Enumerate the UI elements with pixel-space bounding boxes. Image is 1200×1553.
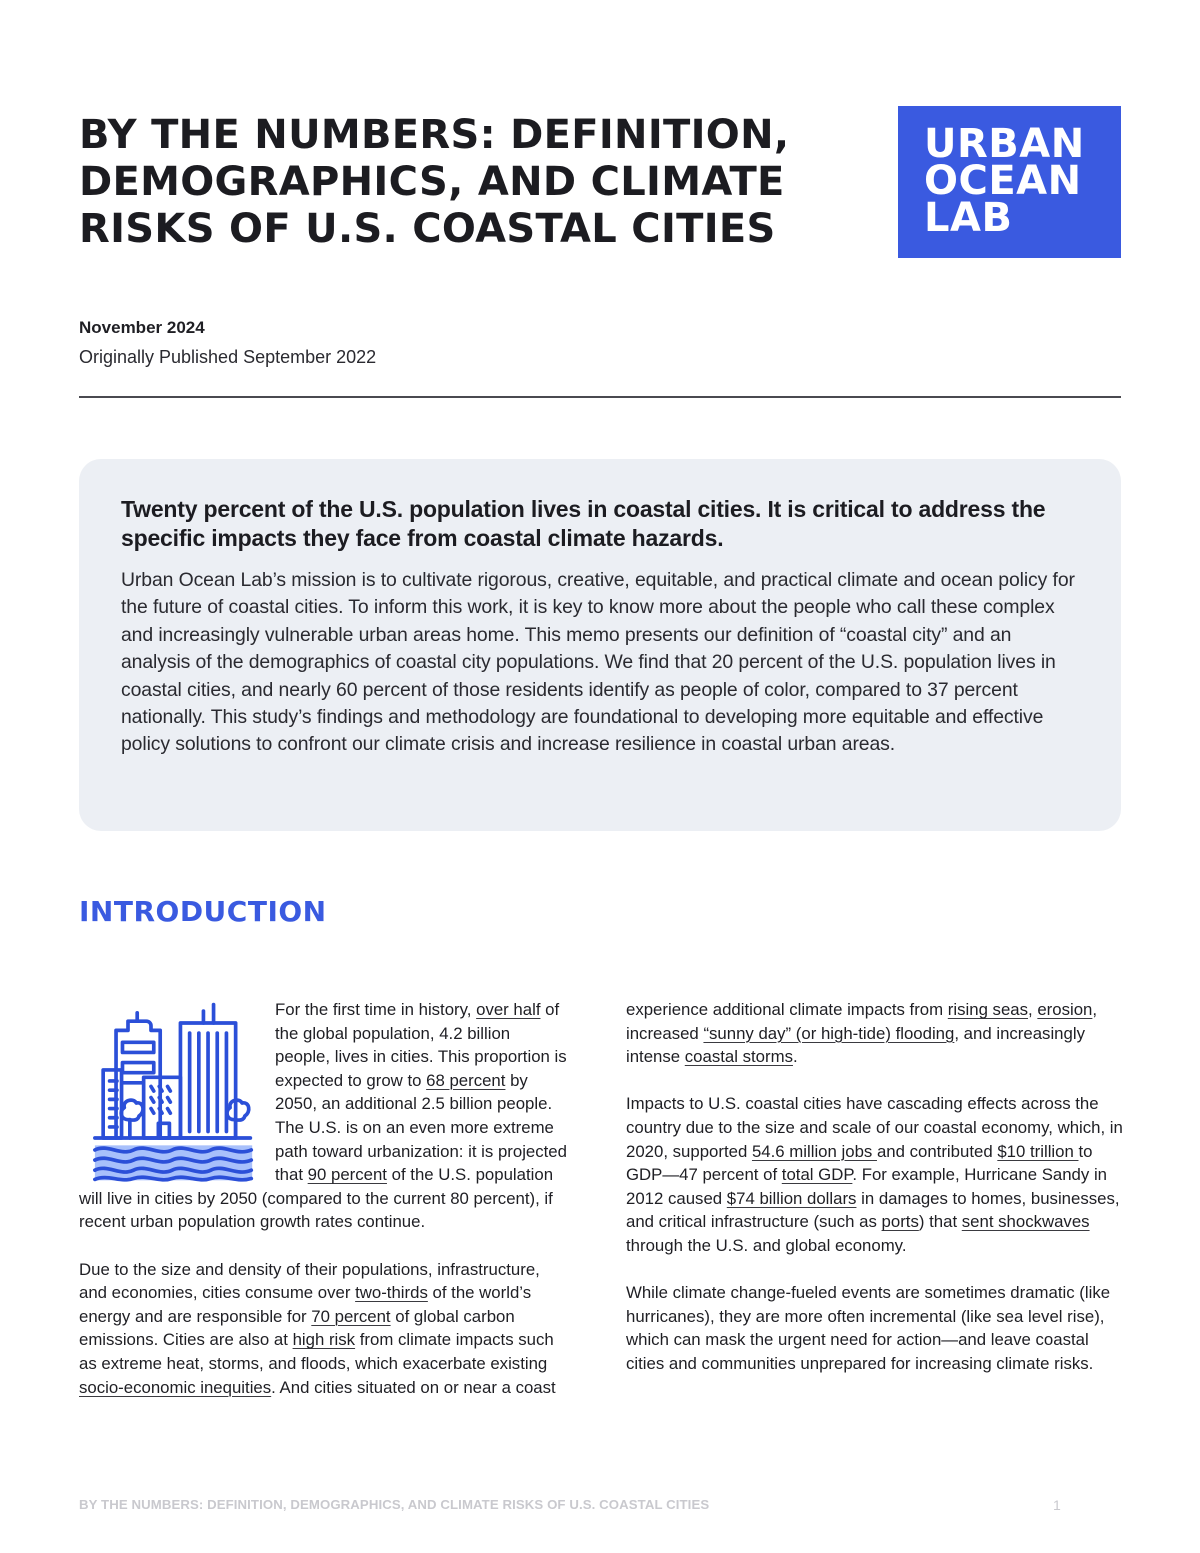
logo-line-1: URBAN [924,121,1085,167]
original-publication-date: Originally Published September 2022 [79,347,377,367]
coastal-city-icon [79,1000,269,1184]
inline-citation-link[interactable]: $74 billion dollars [726,1188,857,1208]
body-paragraph [626,1092,1126,1257]
body-text: of the world’s energy and are responsible for [79,1283,532,1326]
body-text: Impacts to U.S. coastal cities have cascading effects across the country due to the size and scale of our coastal economy, which, in 2020, supported [626,1094,1123,1161]
publication-date: November 2024 [79,318,205,337]
body-text: . For example, Hurricane Sandy in 2012 caused [626,1165,1108,1208]
body-text: Due to the size and density of their populations, infrastructure, and economies, cities consume over [79,1259,540,1303]
body-text: and contributed [876,1141,998,1161]
body-text: of the global population, 4.2 billion people, lives in cities. This proportion is expected to grow to [275,1000,567,1090]
inline-citation-link[interactable]: 54.6 million jobs [751,1141,877,1161]
intro-right-column [626,998,1126,1399]
body-text: of the U.S. population will live in cities by 2050 (compared to the current 80 percent), if recent urban population growth rates continue. [79,1165,554,1232]
document-title: BY THE NUMBERS: DEFINITION, DEMOGRAPHICS, AND CLIMATE RISKS OF U.S. COASTAL CITIES [79,112,790,252]
intro-right-paragraphs [626,998,1126,1376]
inline-citation-link[interactable]: rising seas [947,1000,1029,1019]
body-text: While climate change-fueled events are sometimes dramatic (like hurricanes), they are more often incremental (like sea level rise), which can mask the urgent need for action—and leave coastal cities and communities unprepared for increasing climate risks. [626,1283,1111,1373]
body-paragraph [626,998,1126,1069]
header-divider [79,396,1121,398]
inline-citation-link[interactable]: 68 percent [426,1070,506,1090]
inline-citation-link[interactable]: ports [881,1212,919,1232]
body-text: to GDP—47 percent of [626,1141,1093,1185]
inline-citation-link[interactable]: over half [476,1000,541,1019]
inline-citation-link[interactable]: $10 trillion [997,1141,1079,1161]
body-text: . [792,1047,798,1067]
inline-citation-link[interactable]: “sunny day” (or high-tide) flooding [703,1023,955,1043]
body-text: in damages to homes, businesses, and critical infrastructure (such as [626,1188,1120,1232]
page-number: 1 [1053,1497,1061,1513]
inline-citation-link[interactable]: 90 percent [307,1165,387,1185]
inline-citation-link[interactable]: high risk [292,1330,356,1350]
logo-line-3: LAB [924,195,1013,241]
inline-citation-link[interactable]: total GDP [781,1165,853,1185]
body-paragraph [626,1281,1126,1375]
body-text: through the U.S. and global economy. [626,1235,907,1255]
footer-running-title: BY THE NUMBERS: DEFINITION, DEMOGRAPHICS, AND CLIMATE RISKS OF U.S. COASTAL CITIES [79,1497,710,1512]
inline-citation-link[interactable]: coastal storms [684,1047,793,1067]
inline-citation-link[interactable]: 70 percent [311,1306,391,1326]
body-text: experience additional climate impacts from [626,1000,948,1019]
inline-citation-link[interactable]: two-thirds [355,1283,428,1303]
intro-left-column [79,998,569,1423]
body-text: , and increasingly intense [626,1023,1085,1067]
summary-body: Urban Ocean Lab’s mission is to cultivate rigorous, creative, equitable, and practical climate and ocean policy for the future of coastal cities. To inform this work, it is key to know more about the people who call these complex and increasingly vulnerable urban areas home. This memo presents our definition of “coastal city” and an analysis of the demographics of coastal city populations. We find that 20 percent of the U.S. population lives in coastal cities, and nearly 60 percent of those residents identify as people of color, compared to 37 percent nationally. This study’s findings and methodology are foundational to developing more equitable and effective policy solutions to confront our climate crisis and increase resilience in coastal urban areas. [121,569,1075,756]
urban-ocean-lab-logo [898,106,1121,258]
inline-citation-link[interactable]: socio-economic inequities [79,1377,272,1397]
inline-citation-link[interactable]: sent shockwaves [961,1212,1090,1232]
body-text: . And cities situated on or near a coast [271,1377,556,1397]
body-text: , increased [626,1000,1098,1043]
body-text: , [1028,1000,1038,1019]
body-paragraph [79,1258,569,1400]
body-text: from climate impacts such as extreme heat, storms, and floods, which exacerbate existing [79,1330,554,1373]
inline-citation-link[interactable]: erosion [1037,1000,1093,1019]
body-text: For the first time in history, [275,1000,477,1019]
summary-callout [79,459,1121,831]
summary-headline: Twenty percent of the U.S. population lives in coastal cities. It is critical to address the specific impacts they face from coastal climate hazards. [121,496,1046,551]
body-text: ) that [918,1212,962,1232]
body-text: by 2050, an additional 2.5 billion people. The U.S. is on an even more extreme path toward urbanization: it is projected that [275,1070,567,1185]
body-text: of global carbon emissions. Cities are also at [79,1306,515,1350]
logo-line-2: OCEAN [924,158,1082,204]
section-heading-introduction: INTRODUCTION [79,895,327,928]
